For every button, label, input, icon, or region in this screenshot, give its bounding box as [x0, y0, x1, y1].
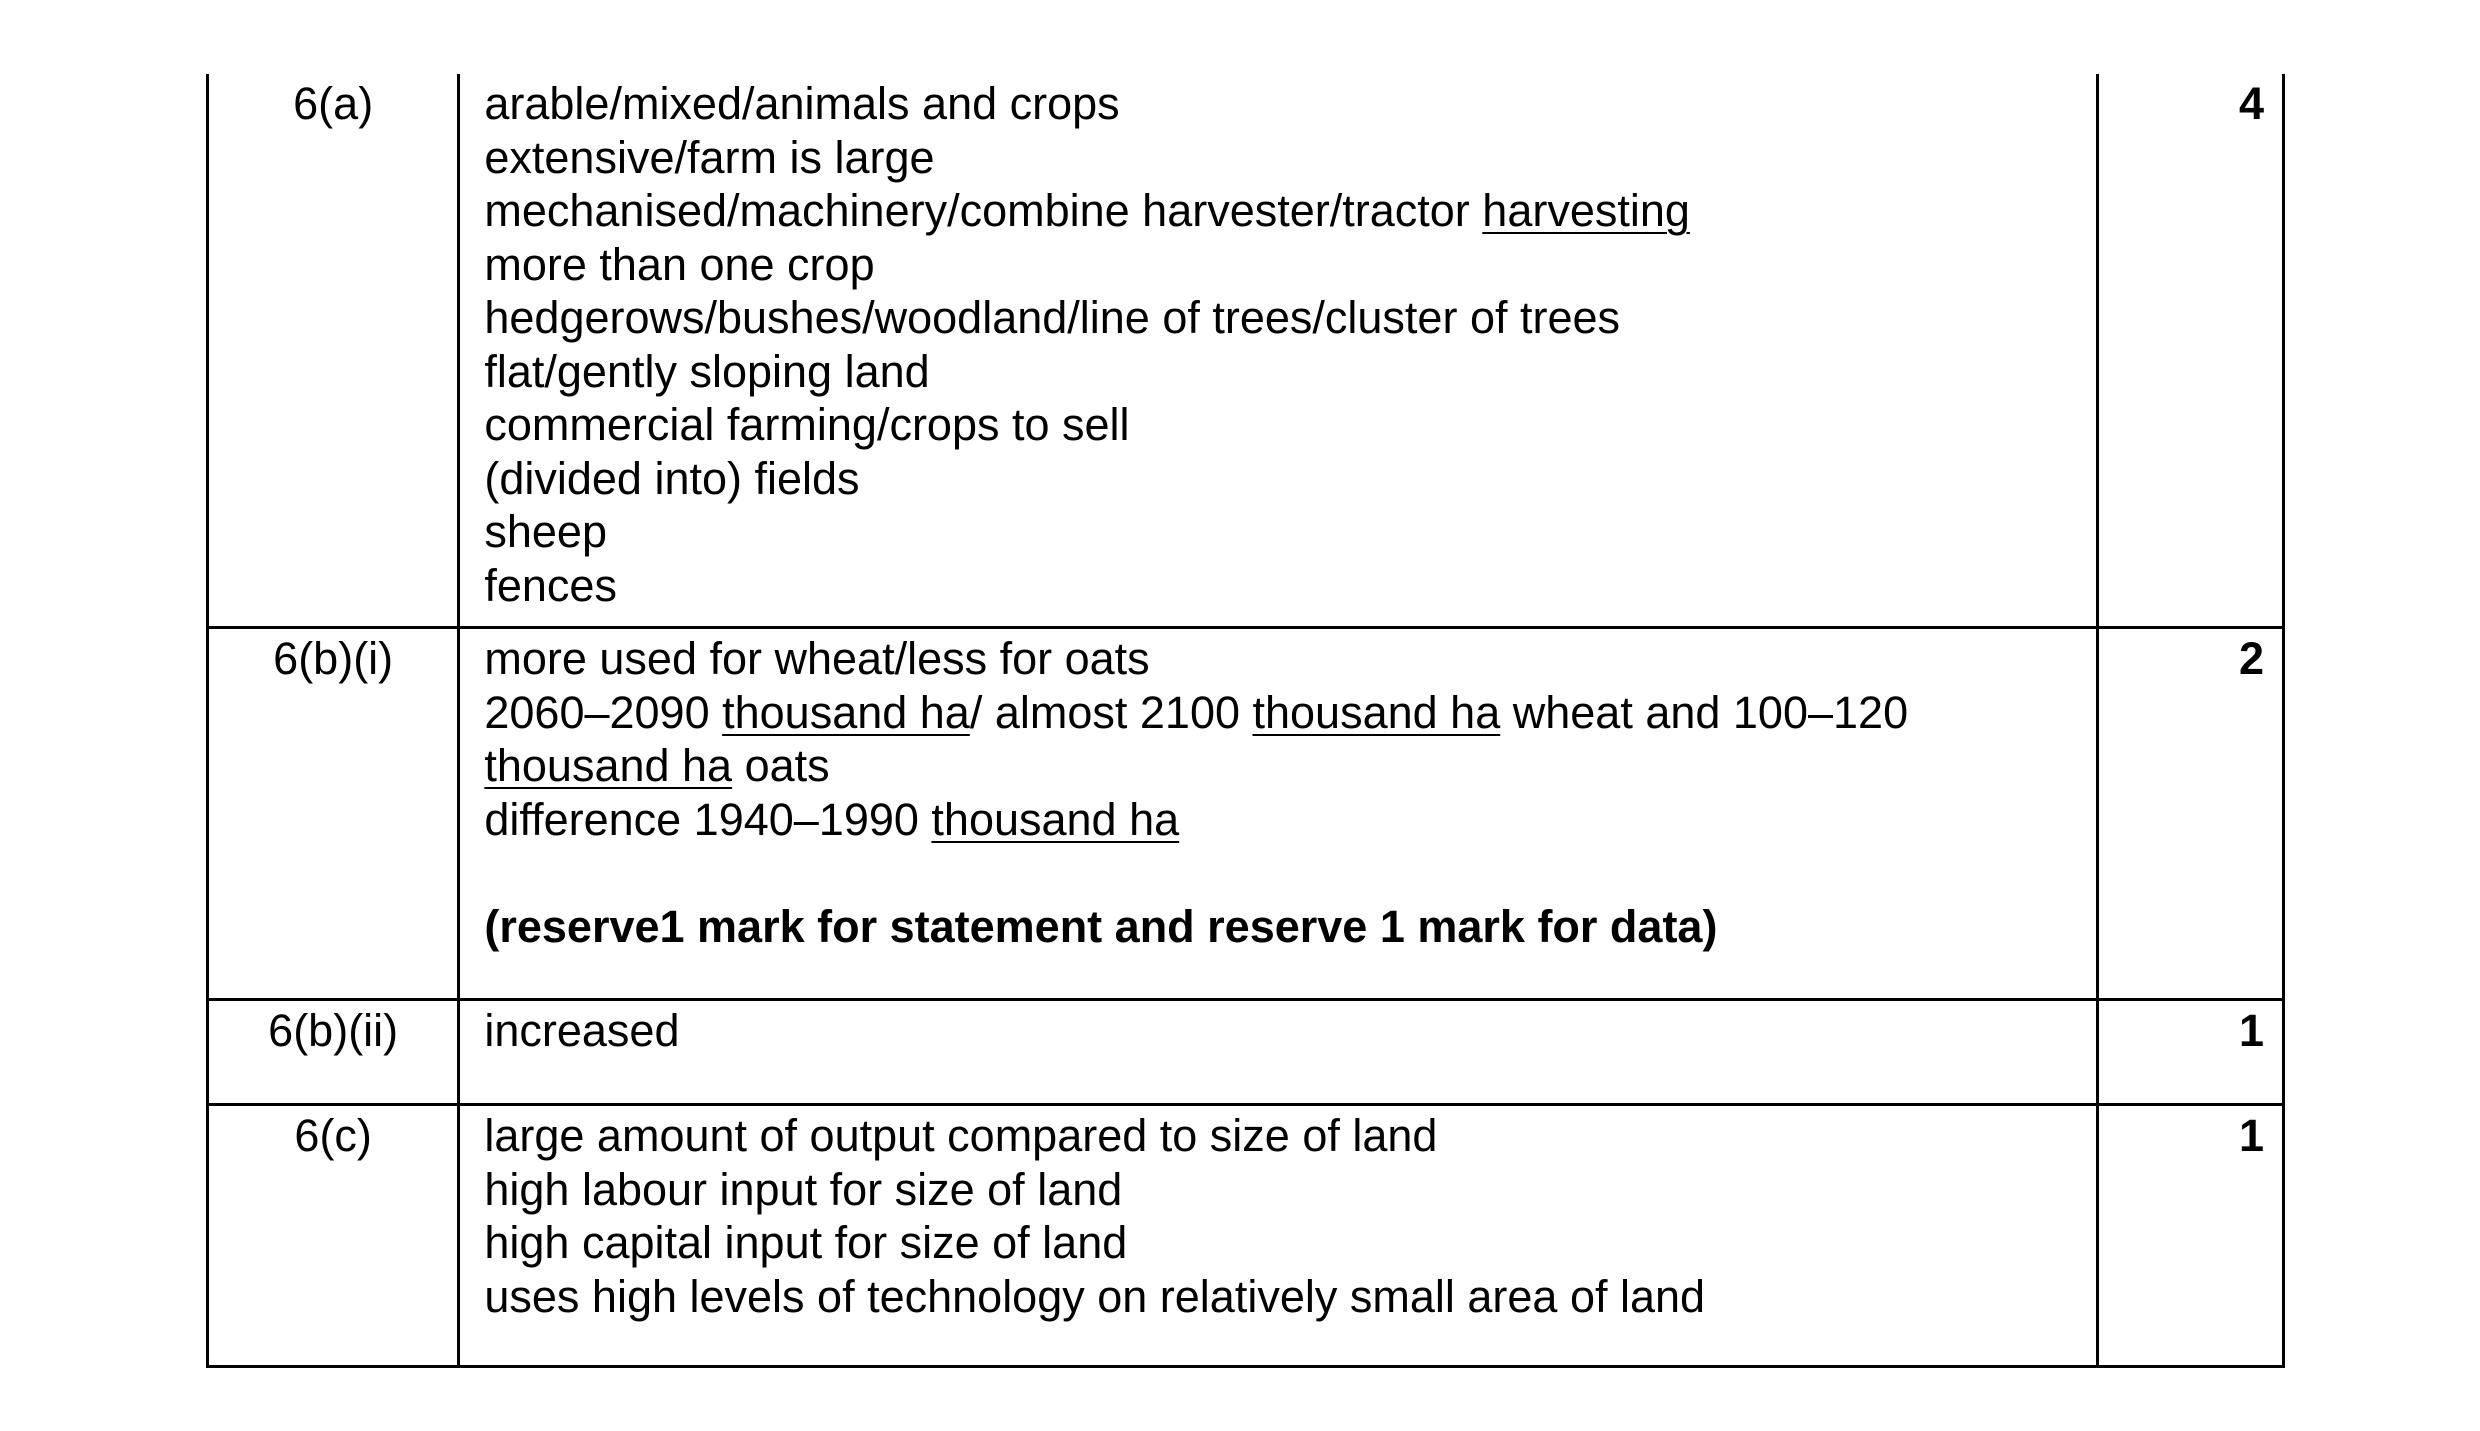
- answer-line: [484, 739, 2085, 793]
- answer-text: / almost 2100: [969, 686, 1253, 738]
- answer-line: more used for wheat/less for oats: [484, 633, 1150, 684]
- answer-line: hedgerows/bushes/woodland/line of trees/cluster of trees: [484, 292, 1621, 343]
- underlined-term: thousand ha: [722, 686, 970, 738]
- table-row: [208, 1105, 2284, 1367]
- answer-line: [484, 793, 2085, 847]
- question-number: 6(a): [208, 74, 459, 628]
- answer-line: commercial farming/crops to sell: [484, 399, 1130, 450]
- answer-line: (divided into) fields: [484, 452, 860, 504]
- table-row: [208, 74, 2284, 628]
- answer-text: 2060–2090: [484, 686, 723, 738]
- answer-cell: [459, 1000, 2097, 1105]
- underlined-term: harvesting: [1482, 185, 1690, 236]
- marking-note: (reserve1 mark for statement and reserve 1 mark for data): [484, 900, 1718, 952]
- answer-line: arable/mixed/animals and crops: [484, 78, 1120, 129]
- table-row: [208, 628, 2284, 1000]
- answer-line: sheep: [484, 506, 607, 557]
- answer-text: difference 1940–1990: [484, 793, 932, 845]
- answer-line: flat/gently sloping land: [484, 345, 930, 397]
- answer-cell: [459, 1105, 2097, 1367]
- mark-scheme-table: [206, 74, 2285, 1368]
- answer-line: large amount of output compared to size of land: [484, 1110, 1438, 1161]
- blank-line: [484, 846, 2085, 900]
- underlined-term: thousand ha: [1252, 686, 1501, 738]
- question-number: 6(b)(i): [208, 628, 459, 1000]
- answer-line: [484, 686, 2085, 740]
- answer-line: high labour input for size of land: [484, 1163, 1123, 1215]
- underlined-term: thousand ha: [484, 740, 733, 791]
- marks-value: 4: [2097, 74, 2283, 628]
- answer-line: extensive/farm is large: [484, 131, 935, 183]
- answer-text: mechanised/machinery/combine harvester/tractor: [484, 185, 1483, 236]
- question-number: 6(b)(ii): [208, 1000, 459, 1105]
- marks-value: 1: [2097, 1000, 2283, 1105]
- answer-text: oats: [732, 740, 830, 791]
- answer-line: increased: [484, 1005, 680, 1056]
- marks-value: 2: [2097, 628, 2283, 1000]
- answer-line: high capital input for size of land: [484, 1217, 1128, 1268]
- underlined-term: thousand ha: [931, 793, 1180, 845]
- answer-line: more than one crop: [484, 238, 875, 290]
- marks-value: 1: [2097, 1105, 2283, 1367]
- answer-cell: [459, 74, 2097, 628]
- question-number: 6(c): [208, 1105, 459, 1367]
- answer-text: wheat and 100–120: [1500, 686, 1909, 738]
- answer-line: fences: [484, 559, 617, 611]
- answer-cell: [459, 628, 2097, 1000]
- answer-line: [484, 184, 2085, 238]
- answer-line: uses high levels of technology on relatively small area of land: [484, 1270, 1706, 1322]
- table-row: [208, 1000, 2284, 1105]
